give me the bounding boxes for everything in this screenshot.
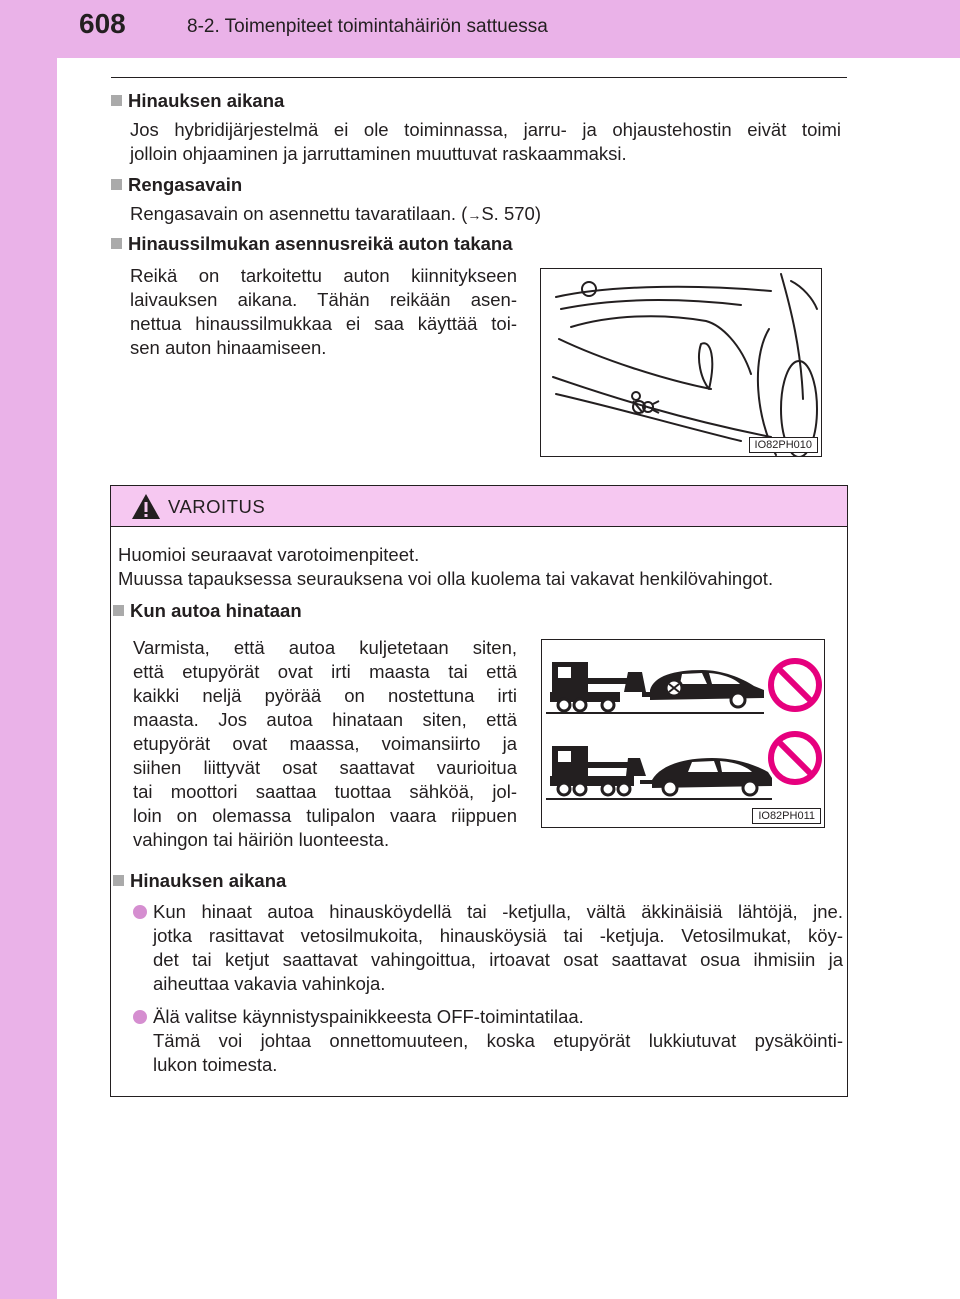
square-bullet-icon: [111, 95, 122, 106]
eyelet-paragraph: [130, 264, 517, 360]
warning-box: [110, 485, 848, 1097]
text-line: lukon toimesta.: [153, 1054, 278, 1075]
towed-heading: Kun autoa hinataan: [113, 600, 302, 622]
chapter-title: 8-2. Toimenpiteet toimintahäiriön sattuessa: [187, 16, 548, 37]
text-line: kaikki neljä pyörää on nostettuna irti: [133, 685, 517, 706]
bullet-paragraph-2: [153, 1005, 843, 1077]
warning-triangle-icon: [131, 493, 161, 520]
text-line: Tämä voi johtaa onnettomuuteen, koska etupyörät lukkiutuvat pysäköinti-: [153, 1030, 843, 1051]
text-line: vahingon tai häiriön luonteesta.: [133, 829, 390, 850]
warning-header: [111, 486, 847, 527]
text-line: maasta. Jos autoa hinataan siten, että: [133, 709, 517, 730]
text-line: aiheuttaa vakavia vahinkoja.: [153, 973, 386, 994]
warning-intro: [118, 543, 843, 591]
text-line: nettua hinaussilmukkaa ei saa käyttää toi-: [130, 313, 517, 334]
round-bullet-icon: [133, 1010, 147, 1024]
rear-bumper-figure: [540, 268, 822, 457]
square-bullet-icon: [113, 875, 124, 886]
text-line: jotka rasittavat vetosilmukoita, hinausköysiä tai -ketjuja. Vetosilmukat, köy-: [153, 925, 843, 946]
text-line: Huomioi seuraavat varotoimenpiteet.: [118, 544, 420, 565]
figure-code: IO82PH011: [752, 808, 821, 824]
round-bullet-icon: [133, 905, 147, 919]
text-line: loin on olemassa tulipalon vaara riippuen: [133, 805, 517, 826]
text-line: Reikä on tarkoitettu auton kiinnitykseen: [130, 265, 517, 286]
text-line: laivauksen aikana. Tähän reikään asen-: [130, 289, 517, 310]
text-line: Älä valitse käynnistyspainikkeesta OFF-toimintatilaa.: [153, 1006, 584, 1027]
text-line: Varmista, että autoa kuljetetaan siten,: [133, 637, 517, 658]
rear-bumper-illustration: [541, 269, 821, 456]
header-rule: [111, 77, 847, 78]
side-thumb-strip: [0, 0, 57, 1299]
page-reference[interactable]: S. 570): [481, 203, 541, 224]
figure-code: IO82PH010: [749, 437, 818, 453]
bullet-paragraph-1: [153, 900, 843, 996]
text-line: sen auton hinaamiseen.: [130, 337, 327, 358]
text-line: Kun hinaat autoa hinausköydellä tai -ketjulla, vältä äkkinäisiä lähtöjä, jne.: [153, 901, 843, 922]
during-heading: Hinauksen aikana: [113, 870, 286, 892]
towing-heading: Hinauksen aikana: [111, 90, 284, 112]
text-line: etupyörät ovat maassa, voimansiirto ja: [133, 733, 517, 754]
warning-title: VAROITUS: [168, 496, 266, 517]
wrench-paragraph: Rengasavain on asennettu tavaratilaan. (→S. 570): [130, 203, 541, 224]
text-line: det tai ketjut saattavat vahingoittua, irtoavat osat saattavat osua ihmisiin ja: [153, 949, 843, 970]
wrench-heading: Rengasavain: [111, 174, 242, 196]
text-line: jolloin ohjaaminen ja jarruttaminen muuttuvat raskaammaksi.: [130, 143, 627, 164]
page-number: 608: [79, 8, 126, 39]
towing-prohibited-illustration: [542, 640, 824, 827]
towing-paragraph: [130, 118, 841, 166]
text-line: että etupyörät ovat irti maasta tai että: [133, 661, 517, 682]
eyelet-heading: Hinaussilmukan asennusreikä auton takana: [111, 233, 513, 255]
text-line: siihen liittyvät osat saattavat vaurioitua: [133, 757, 517, 778]
text-line: Muussa tapauksessa seurauksena voi olla kuolema tai vakavat henkilövahingot.: [118, 568, 774, 589]
text-line: tai moottori saattaa tuottaa sähköä, jol-: [133, 781, 517, 802]
towed-paragraph: [133, 636, 517, 852]
towing-prohibited-figure: [541, 639, 825, 828]
square-bullet-icon: [111, 179, 122, 190]
arrow-ref-icon: →: [467, 207, 482, 223]
square-bullet-icon: [111, 238, 122, 249]
text-line: Jos hybridijärjestelmä ei ole toiminnassa, jarru- ja ohjaustehostin eivät toimi: [130, 119, 841, 140]
square-bullet-icon: [113, 605, 124, 616]
